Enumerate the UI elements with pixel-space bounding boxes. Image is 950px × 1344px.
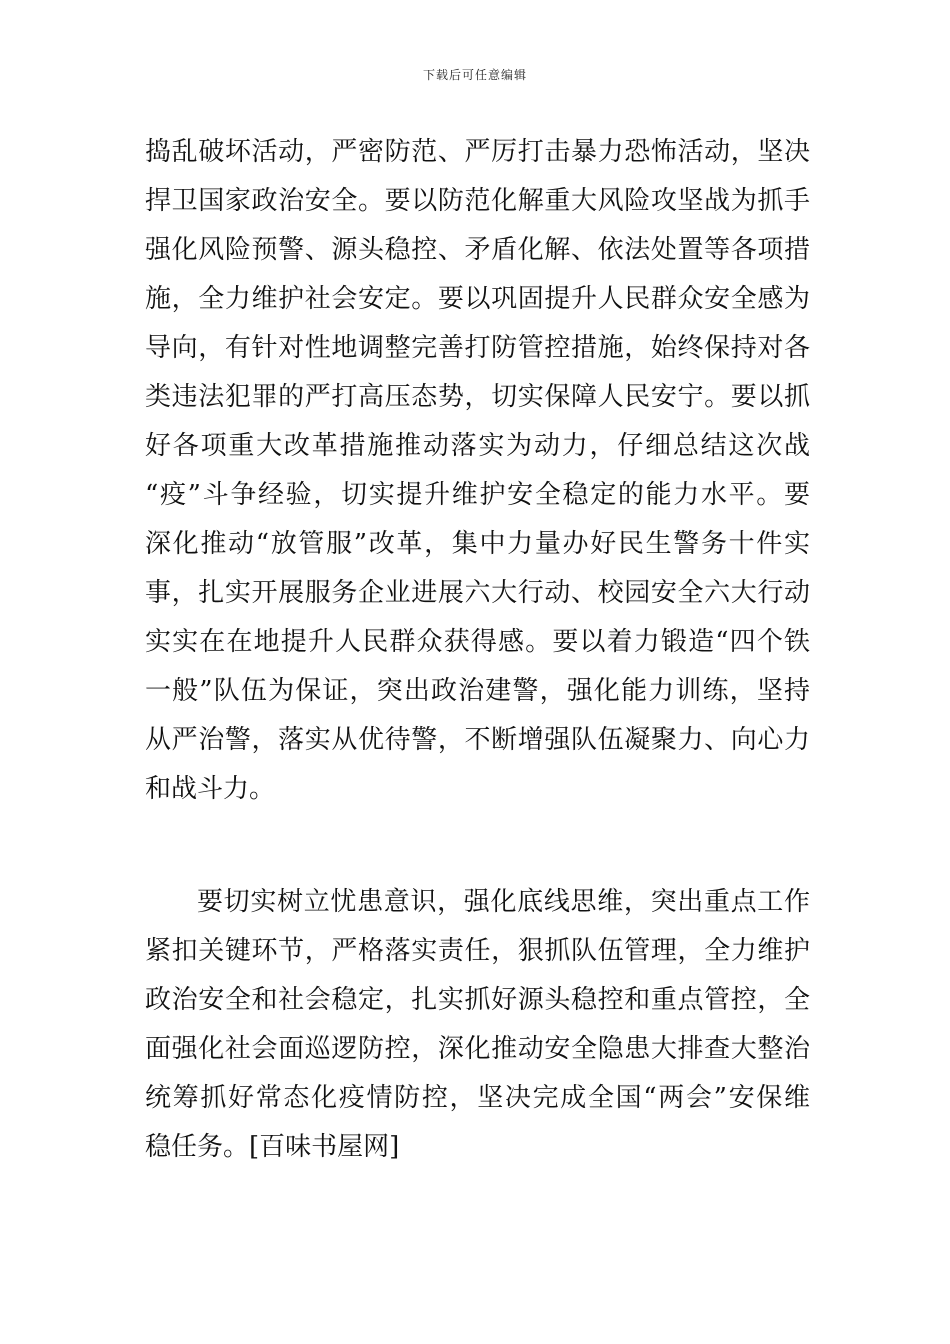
text-line: 类违法犯罪的严打高压态势，切实保障人民安宁。要以抓 [145,382,810,412]
paragraph-2 [145,878,810,1172]
text-line: “疫”斗争经验，切实提升维护安全稳定的能力水平。要 [145,480,810,510]
text-line: 政治安全和社会稳定，扎实抓好源头稳控和重点管控，全 [145,985,810,1015]
text-line: 面强化社会面巡逻防控，深化推动安全隐患大排查大整治 [145,1034,810,1064]
document-body [145,128,810,1172]
paragraph-1 [145,128,810,814]
text-line: 稳任务。[百味书屋网] [145,1132,400,1162]
header-note: 下载后可任意编辑 [422,68,527,82]
text-line: 强化风险预警、源头稳控、矛盾化解、依法处置等各项措 [145,235,810,265]
text-line: 深化推动“放管服”改革，集中力量办好民生警务十件实 [145,529,810,559]
text-line: 导向，有针对性地调整完善打防管控措施，始终保持对各 [145,333,810,363]
text-line: 要切实树立忧患意识，强化底线思维，突出重点工作 [197,887,810,917]
text-line: 统筹抓好常态化疫情防控，坚决完成全国“两会”安保维 [145,1083,810,1113]
paragraph-gap [145,814,810,878]
text-line: 施，全力维护社会安定。要以巩固提升人民群众安全感为 [145,284,810,314]
text-line: 捍卫国家政治安全。要以防范化解重大风险攻坚战为抓手 [145,186,810,216]
text-line: 紧扣关键环节，严格落实责任，狠抓队伍管理，全力维护 [145,936,810,966]
text-line: 好各项重大改革措施推动落实为动力，仔细总结这次战 [145,431,810,461]
text-line: 捣乱破坏活动，严密防范、严厉打击暴力恐怖活动，坚决 [145,137,810,167]
text-line: 一般”队伍为保证，突出政治建警，强化能力训练，坚持 [145,676,810,706]
text-line: 从严治警，落实从优待警，不断增强队伍凝聚力、向心力 [145,725,810,755]
text-line: 事，扎实开展服务企业进展六大行动、校园安全六大行动 [145,578,810,608]
text-line: 和战斗力。 [145,774,276,804]
text-line: 实实在在地提升人民群众获得感。要以着力锻造“四个铁 [145,627,810,657]
